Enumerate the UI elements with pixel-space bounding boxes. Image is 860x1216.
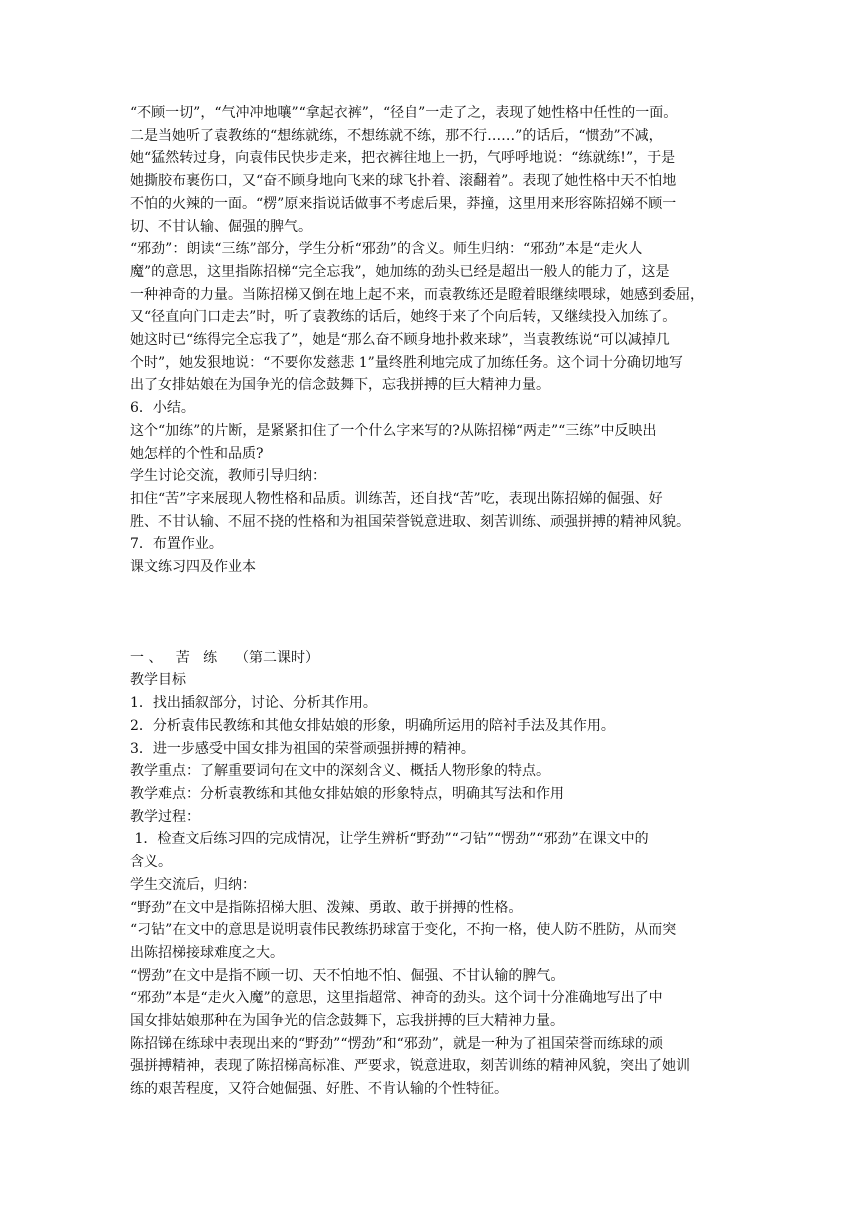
section2-line-16: “邪劲”本是“走火入魔”的意思，这里指超常、神奇的劲头。这个词十分准确地写出了中 <box>130 990 663 1007</box>
section2-line-7: 教学难点：分析袁教练和其他女排姑娘的形象特点，明确其写法和作用 <box>130 785 564 802</box>
section1-line-11: 她这时已“练得完全忘我了”，她是“那么奋不顾身地扑救来球”，当袁教练说“可以减掉几 <box>130 332 670 349</box>
section2-line-14: 出陈招梯接球难度之大。 <box>130 944 284 961</box>
section2-line-13: “刁钻”在文中的意思是说明袁伟民教练扔球富于变化，不拘一格，使人防不胜防，从而突 <box>130 922 677 939</box>
section1-line-12: 个时”，她发狠地说：“不要你发慈悲 1”量终胜利地完成了加练任务。这个词十分确切地写 <box>130 354 683 371</box>
section1-line-10: 又“径直向门口走去”时，听了袁教练的话后，她终于来了个向后转，又继续投入加练了。 <box>130 309 677 326</box>
section2-line-19: 强拼搏精神，表现了陈招梯高标准、严要求，锐意进取，刻苦训练的精神风貌，突出了她训 <box>130 1058 690 1075</box>
section1-line-14: 6．小结。 <box>130 400 195 417</box>
section2-line-12: “野劲”在文中是指陈招梯大胆、泼辣、勇敢、敢于拼搏的性格。 <box>130 899 523 916</box>
section1-line-5: 不怕的火辣的一面。“楞”原来指说话做事不考虑后果，莽撞，这里用来形容陈招娣不顾一 <box>130 195 677 212</box>
section1-line-15: 这个“加练”的片断，是紧紧扣住了一个什么字来写的?从陈招梯“两走”“三练”中反映出 <box>130 422 657 439</box>
section-lesson-two <box>130 647 734 1101</box>
section2-line-3: 1．找出插叙部分，讨论、分析其作用。 <box>130 695 377 712</box>
section2-line-2: 教学目标 <box>130 672 186 689</box>
section-lesson-one-continued <box>130 102 734 579</box>
section1-line-20: 7．布置作业。 <box>130 536 223 553</box>
section2-line-6: 教学重点：了解重要词句在文中的深刻含义、概括人物形象的特点。 <box>130 763 550 780</box>
section1-line-18: 扣住“苦”字来展现人物性格和品质。训练苦，还自找“苦”吃，表现出陈招娣的倔强、好 <box>130 490 663 507</box>
section2-line-8: 教学过程： <box>130 808 200 825</box>
section2-line-20: 练的艰苦程度，又符合她倔强、好胜、不肯认输的个性特征。 <box>130 1081 508 1098</box>
section2-line-15: “愣劲”在文中是指不顾一切、天不怕地不怕、倔强、不甘认输的脾气。 <box>130 967 565 984</box>
section2-line-5: 3．进一步感受中国女排为祖国的荣誉顽强拼搏的精神。 <box>130 740 475 757</box>
section-gap <box>130 579 734 647</box>
section1-line-4: 她撕胶布裹伤口，又“奋不顾身地向飞来的球飞扑着、滚翻着”。表现了她性格中天不怕地 <box>130 173 677 190</box>
section1-line-17: 学生讨论交流，教师引导归纳： <box>130 468 326 485</box>
section2-line-10: 含义。 <box>130 854 172 871</box>
section1-line-8: 魔”的意思，这里指陈招梯“完全忘我”，她加练的劲头已经是超出一般人的能力了，这是 <box>130 263 670 280</box>
section1-line-16: 她怎样的个性和品质? <box>130 445 264 462</box>
section1-line-19: 胜、不甘认输、不屈不挠的性格和为祖国荣誉锐意进取、刻苦训练、顽强拼搏的精神风貌。 <box>130 513 690 530</box>
section2-line-4: 2．分析袁伟民教练和其他女排姑娘的形象，明确所运用的陪衬手法及其作用。 <box>130 717 615 734</box>
section1-line-1: “不顾一切”，“气冲冲地嚷”“拿起衣裤”，“径自”一走了之，表现了她性格中任性的一面。 <box>130 105 678 121</box>
section2-line-9: 1．检查文后练习四的完成情况，让学生辨析“野劲”“刁钻”“愣劲”“邪劲”在课文中的 <box>130 831 649 848</box>
section2-line-18: 陈招锑在练球中表现出来的“野劲”“愣劲”和“邪劲”，就是一种为了祖国荣誉而练球的顽 <box>130 1035 663 1052</box>
section1-line-21: 课文练习四及作业本 <box>130 559 256 576</box>
section2-line-11: 学生交流后，归纳： <box>130 876 256 893</box>
section1-line-6: 切、不甘认输、倔强的脾气。 <box>130 218 312 235</box>
section2-line-17: 国女排姑娘那种在为国争光的信念鼓舞下，忘我拼搏的巨大精神力量。 <box>130 1013 564 1030</box>
section1-line-2: 二是当她听了袁教练的“想练就练，不想练就不练，那不行……”的话后，“惯劲”不减， <box>130 127 663 144</box>
document-page <box>130 102 734 1101</box>
section1-line-3: 她“猛然转过身，向袁伟民快步走来，把衣裤往地上一扔，气呼呼地说：“练就练!”，于是 <box>130 150 676 167</box>
section1-line-9: 一种神奇的力量。当陈招梯又倒在地上起不来，而袁教练还是瞪着眼继续喂球，她感到委屈， <box>130 286 704 303</box>
section1-line-7: “邪劲”：朗读“三练”部分，学生分析“邪劲”的含义。师生归纳：“邪劲”本是“走火人 <box>130 241 643 258</box>
section1-line-13: 出了女排姑娘在为国争光的信念鼓舞下，忘我拼搏的巨大精神力量。 <box>130 377 550 394</box>
section2-line-1: 一 、 苦 练 （第二课时） <box>130 649 319 666</box>
